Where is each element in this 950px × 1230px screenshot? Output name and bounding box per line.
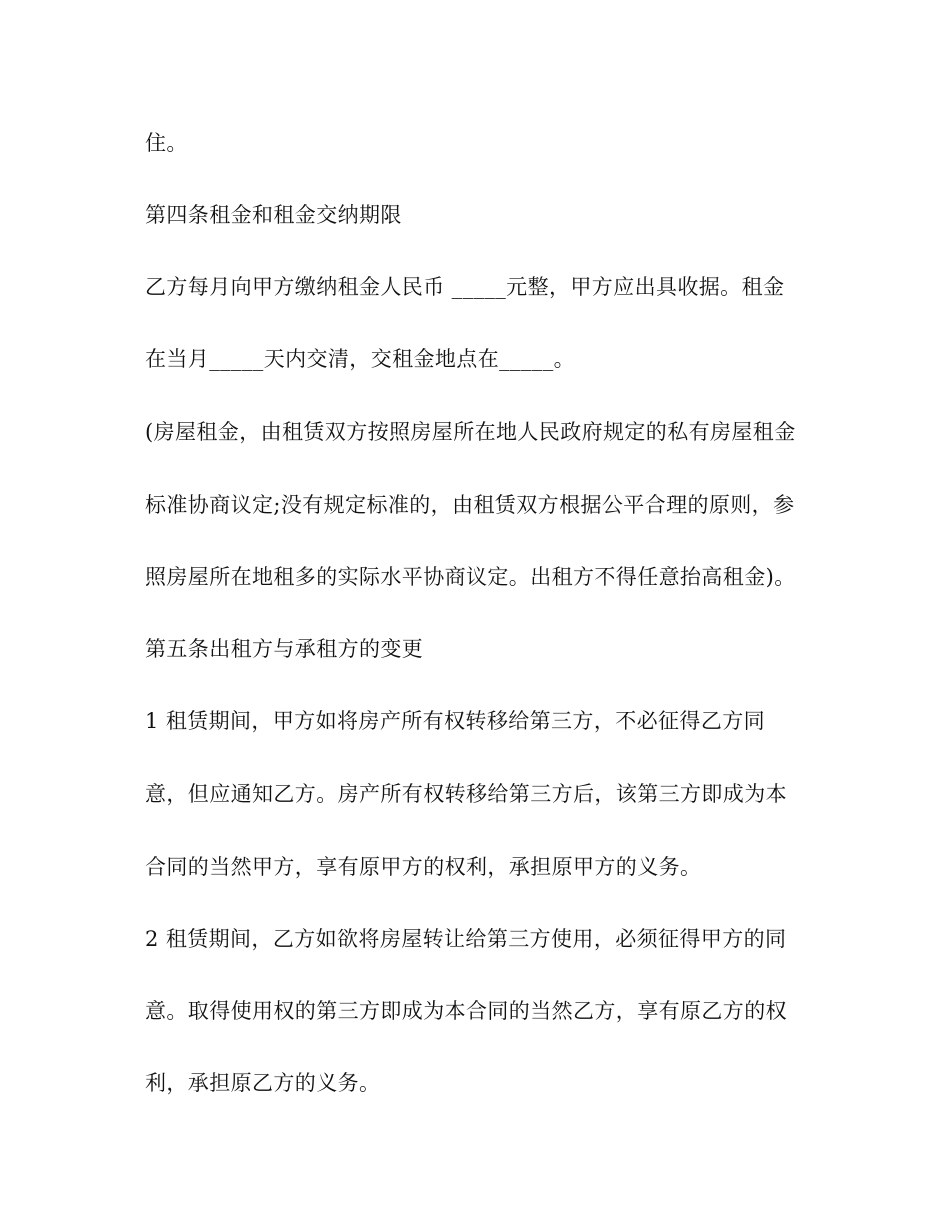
text-line: 利，承担原乙方的义务。 (145, 1071, 381, 1095)
text-line: 住。 (145, 131, 188, 155)
text-line: 合同的当然甲方，享有原甲方的权利，承担原甲方的义务。 (145, 855, 702, 879)
text-line: (房屋租金，由租赁双方按照房屋所在地人民政府规定的私有房屋租金 (145, 420, 796, 444)
text-line: 1 租赁期间，甲方如将房产所有权转移给第三方，不必征得乙方同 (145, 709, 766, 733)
text-line: 标准协商议定;没有规定标准的，由租赁双方根据公平合理的原则，参 (145, 493, 795, 517)
text-line: 2 租赁期间，乙方如欲将房屋转让给第三方使用，必须征得甲方的同 (145, 927, 787, 951)
text-line: 照房屋所在地租多的实际水平协商议定。出租方不得任意抬高租金)。 (145, 565, 796, 589)
text-line: 乙方每月向甲方缴纳租金人民币 _____元整，甲方应出具收据。租金 (145, 275, 785, 299)
text-line: 在当月_____天内交清，交租金地点在_____。 (145, 347, 575, 371)
text-line: 意。取得使用权的第三方即成为本合同的当然乙方，享有原乙方的权 (145, 999, 787, 1023)
section-heading: 第五条出租方与承租方的变更 (145, 637, 424, 661)
section-heading: 第四条租金和租金交纳期限 (145, 203, 402, 227)
text-line: 意，但应通知乙方。房产所有权转移给第三方后，该第三方即成为本 (145, 782, 787, 806)
